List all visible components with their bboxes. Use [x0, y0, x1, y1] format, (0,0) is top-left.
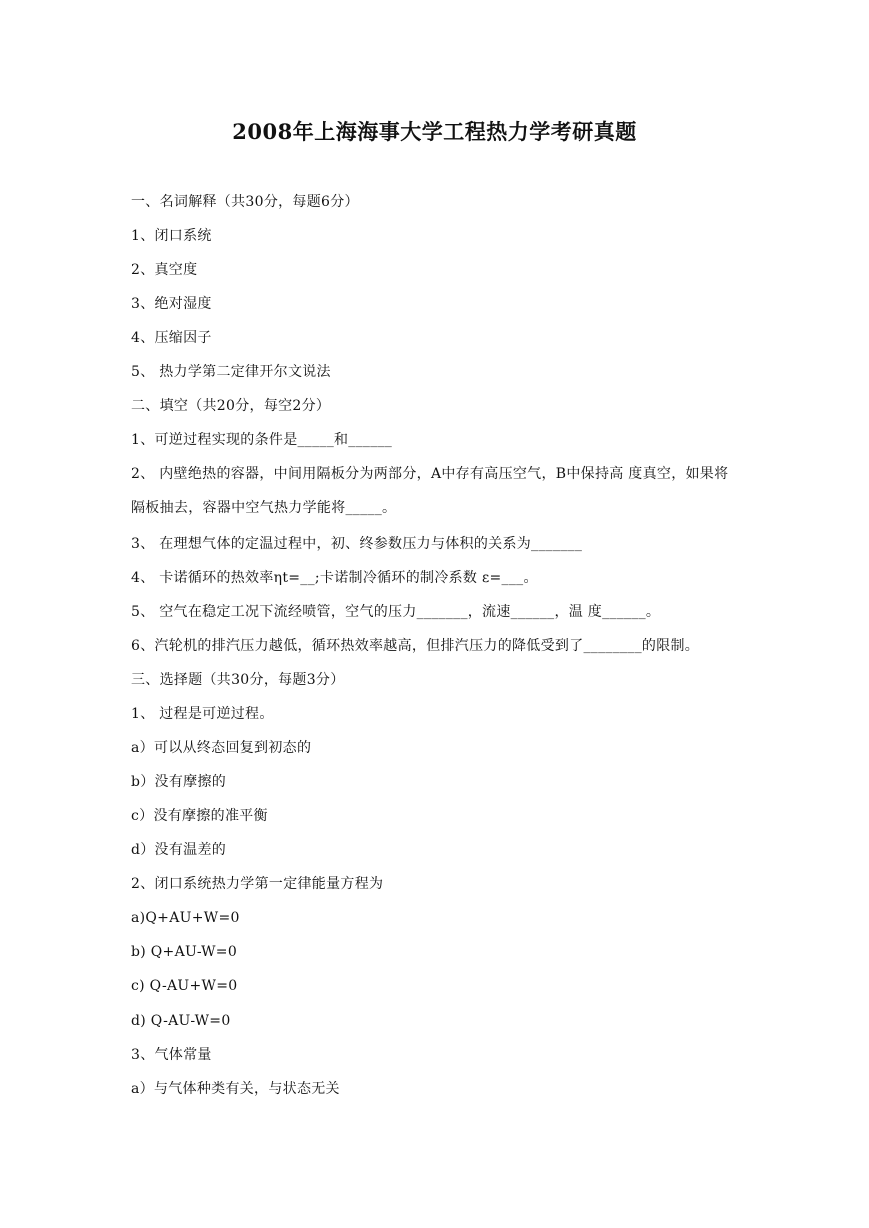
question-line: 3、 在理想气体的定温过程中，初、终参数压力与体积的关系为_______ — [131, 536, 583, 552]
choice-option: d）没有温差的 — [131, 842, 227, 858]
choice-option: a）与气体种类有关，与状态无关 — [131, 1081, 340, 1097]
question-line: 5、 热力学第二定律开尔文说法 — [131, 364, 331, 380]
choice-option: b) Q+AU-W=0 — [131, 944, 238, 960]
question-line: 3、绝对湿度 — [131, 296, 212, 312]
choice-option: a）可以从终态回复到初态的 — [131, 740, 312, 756]
section-heading-definitions: 一、名词解释（共30分，每题6分） — [131, 194, 359, 210]
document-title: 2008年上海海事大学工程热力学考研真题 — [232, 119, 637, 144]
question-line: 6、汽轮机的排汽压力越低，循环热效率越高，但排汽压力的降低受到了________的限制。 — [131, 638, 700, 654]
question-line: 5、 空气在稳定工况下流经喷管，空气的压力_______，流速______，温 度______。 — [131, 604, 661, 620]
question-line: 2、闭口系统热力学第一定律能量方程为 — [131, 876, 384, 892]
choice-option: d) Q-AU-W=0 — [131, 1013, 231, 1029]
question-line: 4、 卡诺循环的热效率ηt=__;卡诺制冷循环的制冷系数 ε=___。 — [131, 570, 538, 586]
question-line: 1、可逆过程实现的条件是_____和______ — [131, 432, 393, 448]
choice-option: a)Q+AU+W=0 — [131, 910, 240, 926]
question-line: 2、真空度 — [131, 262, 198, 278]
question-line: 3、气体常量 — [131, 1047, 212, 1063]
question-paragraph: 2、 内壁绝热的容器，中间用隔板分为两部分，A中存有高压空气，B中保持高 度真空，如果将隔板抽去，容器中空气热力学能将_____。 — [131, 466, 729, 516]
section-heading-fill-blanks: 二、填空（共20分，每空2分） — [131, 398, 331, 414]
question-line: 4、压缩因子 — [131, 330, 212, 346]
choice-option: c) Q-AU+W=0 — [131, 978, 238, 994]
question-line: 1、闭口系统 — [131, 228, 212, 244]
choice-option: b）没有摩擦的 — [131, 774, 227, 790]
section-heading-multiple-choice: 三、选择题（共30分，每题3分） — [131, 672, 345, 688]
choice-option: c）没有摩擦的准平衡 — [131, 808, 268, 824]
question-line: 1、 过程是可逆过程。 — [131, 706, 274, 722]
